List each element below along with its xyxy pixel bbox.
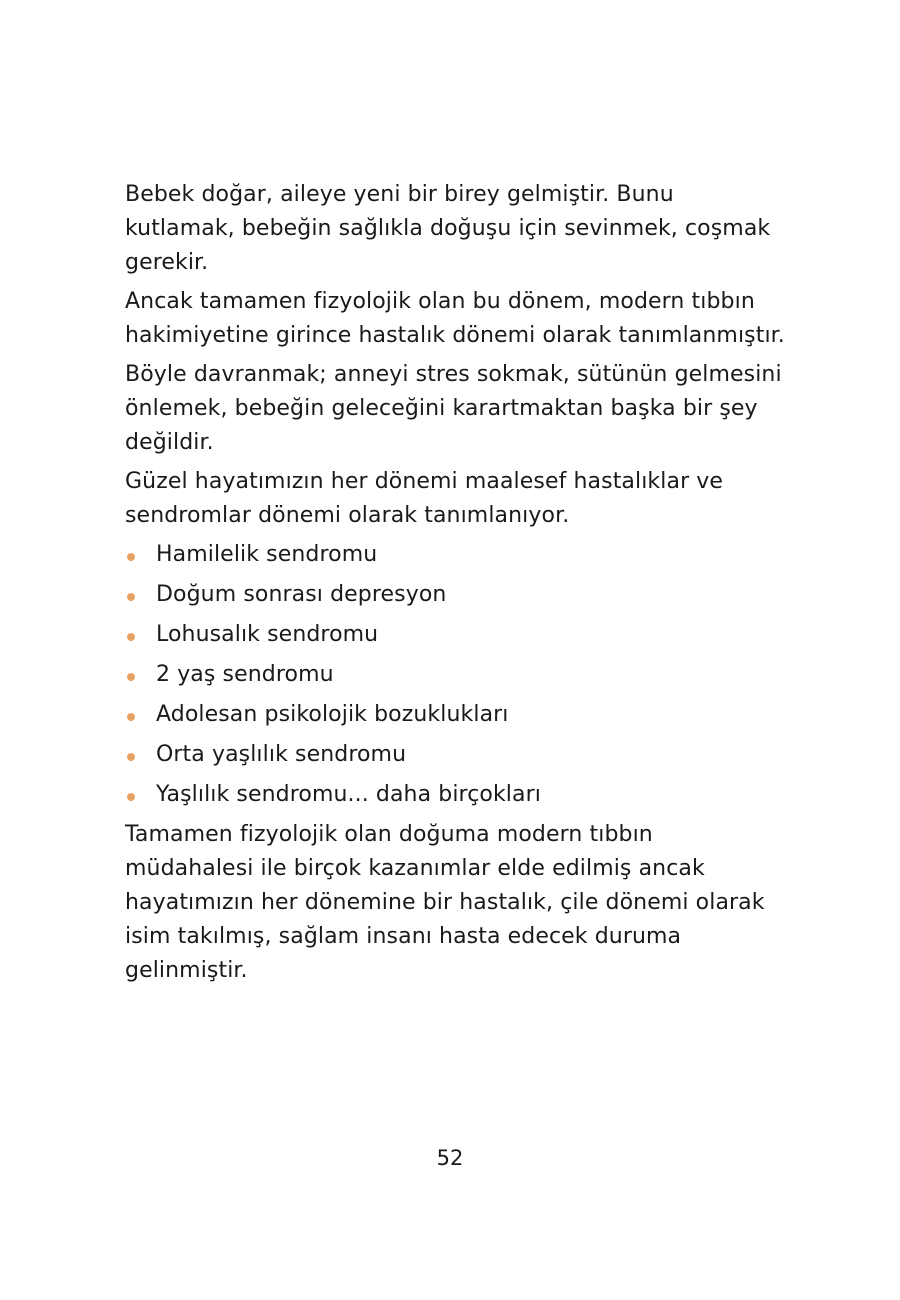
paragraph-birth: Bebek doğar, aileye yeni bir birey gelmiştir. Bunu kutlamak, bebeğin sağlıkla doğuşu için sevinmek, coşmak gerekir. bbox=[125, 182, 771, 275]
list-item bbox=[125, 578, 785, 612]
list-item bbox=[125, 738, 785, 772]
list-item bbox=[125, 658, 785, 692]
paragraph-conclusion: Tamamen fizyolojik olan doğuma modern tıbbın müdahalesi ile birçok kazanımlar elde edilmiş ancak hayatımızın her dönemine bir hastalık, çile dönemi olarak isim takılmış, sağlam insanı hasta edecek duruma gelinmiştir. bbox=[125, 822, 765, 983]
list-item bbox=[125, 618, 785, 652]
list-item-text: Lohusalık sendromu bbox=[156, 622, 379, 647]
bullet-dot-icon bbox=[127, 553, 135, 561]
list-item bbox=[125, 778, 785, 812]
bullet-dot-icon bbox=[127, 753, 135, 761]
bullet-dot-icon bbox=[127, 673, 135, 681]
page-number: 52 bbox=[436, 1146, 464, 1170]
bullet-dot-icon bbox=[127, 593, 135, 601]
paragraph-behavior: Böyle davranmak; anneyi stres sokmak, sütünün gelmesini önlemek, bebeğin geleceğini karartmaktan başka bir şey değildir. bbox=[125, 362, 782, 455]
syndrome-list bbox=[125, 538, 785, 812]
paragraph-modern-medicine: Ancak tamamen fizyolojik olan bu dönem, modern tıbbın hakimiyetine girince hastalık dönemi olarak tanımlanmıştır. bbox=[125, 289, 785, 348]
list-item-text: Hamilelik sendromu bbox=[156, 542, 378, 567]
list-item-text: 2 yaş sendromu bbox=[156, 662, 334, 687]
bullet-dot-icon bbox=[127, 633, 135, 641]
paragraph-life-periods: Güzel hayatımızın her dönemi maalesef hastalıklar ve sendromlar dönemi olarak tanımlanıyor. bbox=[125, 469, 724, 528]
bullet-dot-icon bbox=[127, 793, 135, 801]
list-item-text: Doğum sonrası depresyon bbox=[156, 582, 447, 607]
list-item-text: Yaşlılık sendromu... daha birçokları bbox=[156, 782, 541, 807]
bullet-dot-icon bbox=[127, 713, 135, 721]
list-item bbox=[125, 538, 785, 572]
list-item-text: Orta yaşlılık sendromu bbox=[156, 742, 407, 767]
page-body bbox=[125, 178, 785, 993]
list-item-text: Adolesan psikolojik bozuklukları bbox=[156, 702, 509, 727]
list-item bbox=[125, 698, 785, 732]
